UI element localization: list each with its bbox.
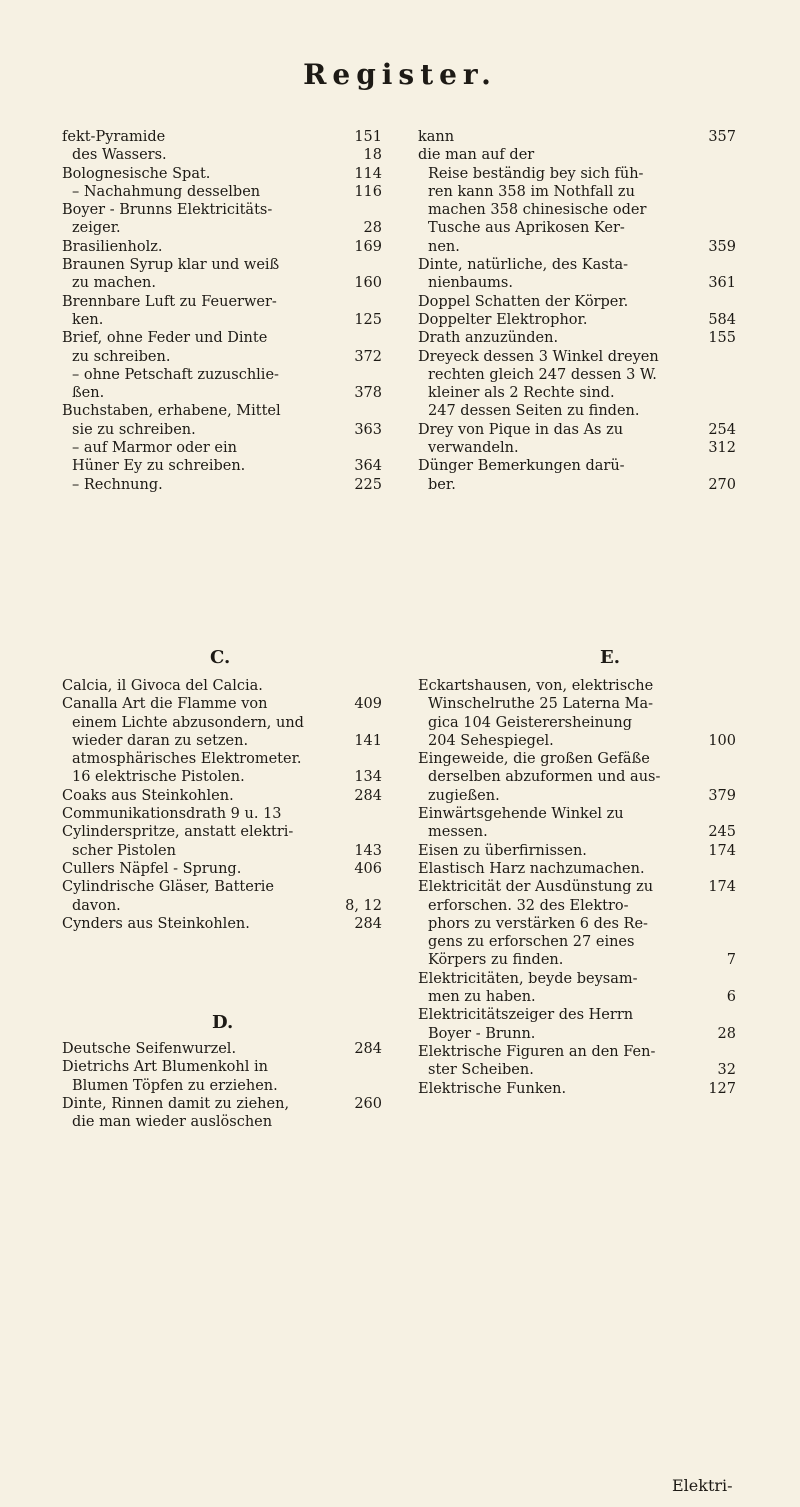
- index-entry: [418, 933, 736, 951]
- entry-text: Blumen Töpfen zu erziehen.: [72, 1077, 278, 1094]
- entry-text: Cylinderspritze, anstatt elektri-: [62, 824, 294, 841]
- entry-text: ster Scheiben.: [428, 1062, 534, 1079]
- entry-page: 312: [708, 440, 736, 457]
- index-entry: [418, 860, 736, 878]
- entry-text: Bolognesische Spat.: [62, 165, 211, 182]
- entry-page: 284: [354, 915, 382, 932]
- index-entry: [62, 329, 382, 347]
- entry-text: Drath anzuzünden.: [418, 330, 559, 347]
- entry-page: 116: [354, 183, 382, 200]
- entry-text: zu machen.: [72, 275, 156, 292]
- entry-text: Dreyeck dessen 3 Winkel dreyen: [418, 348, 659, 365]
- index-entry: [418, 750, 736, 768]
- entry-text: Brief, ohne Feder und Dinte: [62, 330, 268, 347]
- entry-page: 363: [354, 421, 382, 438]
- entry-text: Brennbare Luft zu Feuerwer-: [62, 293, 277, 310]
- index-entry: [418, 256, 736, 274]
- entry-text: phors zu verstärken 6 des Re-: [428, 915, 648, 932]
- entry-page: 379: [708, 787, 736, 804]
- column-b-right: [418, 128, 736, 494]
- index-entry: [418, 787, 736, 805]
- entry-text: Hüner Ey zu schreiben.: [72, 458, 246, 475]
- entry-text: Eckartshausen, von, elektrische: [418, 678, 654, 694]
- entry-text: – Rechnung.: [72, 476, 163, 493]
- index-entry: [418, 915, 736, 933]
- entry-text: Winschelruthe 25 Laterna Ma-: [428, 696, 654, 713]
- entry-page: 84: [717, 311, 736, 328]
- entry-text: Tusche aus Aprikosen Ker-: [428, 220, 625, 237]
- entry-text: davon.: [72, 897, 121, 914]
- index-entry: [418, 476, 736, 494]
- entry-text: Canalla Art die Flamme von: [62, 696, 268, 713]
- index-entry: [418, 421, 736, 439]
- entry-text: Drey von Pique in das As zu: [418, 421, 624, 438]
- entry-text: erforschen. 32 des Elektro-: [428, 897, 629, 914]
- entry-page: 32: [717, 1062, 736, 1079]
- index-entry: [418, 768, 736, 786]
- index-entry: [418, 951, 736, 969]
- entry-text: Deutsche Seifenwurzel.: [62, 1041, 237, 1057]
- entry-text: Calcia, il Givoca del Calcia.: [62, 678, 263, 694]
- entry-text: Elektrische Funken.: [418, 1080, 567, 1097]
- entry-text: fekt-Pyramide: [62, 129, 166, 145]
- index-entry: [62, 750, 382, 768]
- index-entry: [418, 1080, 736, 1098]
- entry-text: die man wieder auslöschen: [72, 1114, 273, 1131]
- index-entry: [62, 384, 382, 402]
- entry-text: rechten gleich 247 dessen 3 W.: [428, 366, 657, 383]
- entry-text: 247 dessen Seiten zu finden.: [428, 403, 640, 420]
- index-entry: [62, 439, 382, 457]
- index-entry: [418, 329, 736, 347]
- entry-text: die man auf der: [418, 147, 535, 164]
- index-entry: [418, 878, 736, 896]
- entry-text: – Nachahmung desselben: [72, 183, 261, 200]
- index-entry: [62, 183, 382, 201]
- index-entry: [62, 165, 382, 183]
- entry-page: 7: [726, 952, 736, 969]
- entry-page: 409: [354, 696, 382, 713]
- index-entry: [62, 677, 382, 695]
- index-entry: [418, 897, 736, 915]
- entry-text: kann: [418, 129, 455, 145]
- entry-text: scher Pistolen: [72, 842, 176, 859]
- entry-text: Doppelter Elektrophor.: [418, 311, 588, 328]
- index-entry: [62, 842, 382, 860]
- index-entry: [62, 860, 382, 878]
- entry-page: 134: [354, 769, 382, 786]
- entry-text: Dinte, Rinnen damit zu ziehen,: [62, 1095, 290, 1112]
- index-entry: [62, 732, 382, 750]
- entry-text: ßen.: [72, 385, 105, 402]
- entry-page: 125: [354, 311, 382, 328]
- entry-text: Boyer - Brunns Elektricitäts-: [62, 202, 273, 219]
- entry-text: ken.: [72, 311, 104, 328]
- index-entry: [418, 402, 736, 420]
- index-entry: [418, 165, 736, 183]
- index-entry: [62, 348, 382, 366]
- index-entry: [62, 311, 382, 329]
- entry-text: Elektricitätszeiger des Herrn: [418, 1007, 634, 1024]
- entry-text: Elektricität der Ausdünstung zu: [418, 879, 654, 896]
- entry-text: kleiner als 2 Rechte sind.: [428, 385, 615, 402]
- page-title: Register.: [303, 58, 497, 91]
- entry-text: 204 Sehespiegel.: [428, 732, 554, 749]
- index-entry: [62, 201, 382, 219]
- index-entry: [62, 128, 382, 146]
- index-entry: [418, 732, 736, 750]
- entry-text: men zu haben.: [428, 989, 536, 1006]
- entry-text: Elastisch Harz nachzumachen.: [418, 860, 645, 877]
- index-entry: [418, 274, 736, 292]
- entry-text: des Wassers.: [72, 147, 167, 164]
- index-entry: [62, 897, 382, 915]
- index-entry: [418, 970, 736, 988]
- entry-page: 6: [726, 989, 736, 1006]
- index-entry: [62, 714, 382, 732]
- index-entry: [62, 457, 382, 475]
- entry-text: zu schreiben.: [72, 348, 171, 365]
- index-entry: [418, 714, 736, 732]
- entry-text: messen.: [428, 824, 488, 841]
- index-entry: [418, 457, 736, 475]
- entry-text: zugießen.: [428, 787, 500, 804]
- entry-page: 28: [363, 220, 382, 237]
- index-entry: [62, 421, 382, 439]
- section-e-heading: E.: [600, 647, 620, 668]
- index-entry: [62, 1113, 382, 1131]
- entry-text: Dünger Bemerkungen darü-: [418, 458, 625, 475]
- column-b-left: [62, 128, 382, 494]
- index-entry: [418, 146, 736, 164]
- entry-text: derselben abzuformen und aus-: [428, 769, 661, 786]
- entry-page: 378: [354, 385, 382, 402]
- index-entry: [62, 293, 382, 311]
- index-entry: [418, 988, 736, 1006]
- index-entry: [62, 878, 382, 896]
- entry-page: 270: [708, 476, 736, 493]
- entry-page: 5: [708, 311, 718, 328]
- entry-text: Braunen Syrup klar und weiß: [62, 257, 280, 274]
- index-entry: [62, 695, 382, 713]
- entry-page: 169: [354, 238, 382, 255]
- index-entry: [62, 366, 382, 384]
- entry-text: gica 104 Geisterersheinung: [428, 714, 632, 731]
- entry-text: ren kann 358 im Nothfall zu: [428, 183, 635, 200]
- entry-text: Dinte, natürliche, des Kasta-: [418, 257, 629, 274]
- entry-text: Cynders aus Steinkohlen.: [62, 915, 250, 932]
- entry-page: 160: [354, 275, 382, 292]
- entry-page: 372: [354, 348, 382, 365]
- index-entry: [418, 805, 736, 823]
- entry-page: 361: [708, 275, 736, 292]
- column-c-left: [62, 677, 382, 933]
- entry-text: sie zu schreiben.: [72, 421, 196, 438]
- entry-page: 143: [354, 842, 382, 859]
- index-entry: [418, 311, 736, 329]
- entry-text: Eingeweide, die großen Gefäße: [418, 751, 650, 768]
- entry-text: Körpers zu finden.: [428, 952, 564, 969]
- entry-page: 364: [354, 458, 382, 475]
- index-entry: [418, 238, 736, 256]
- entry-page: 8, 12: [345, 897, 382, 914]
- entry-text: Cullers Näpfel - Sprung.: [62, 860, 242, 877]
- entry-text: Einwärtsgehende Winkel zu: [418, 806, 624, 823]
- entry-text: Buchstaben, erhabene, Mittel: [62, 403, 281, 420]
- entry-page: 260: [354, 1095, 382, 1112]
- entry-text: ber.: [428, 476, 456, 493]
- entry-text: – auf Marmor oder ein: [72, 440, 237, 457]
- entry-text: atmosphärisches Elektrometer.: [72, 751, 302, 768]
- entry-text: Eisen zu überfirnissen.: [418, 842, 587, 859]
- entry-page: 174: [708, 879, 736, 896]
- entry-page: 18: [363, 147, 382, 164]
- entry-text: verwandeln.: [428, 440, 519, 457]
- index-entry: [62, 1095, 382, 1113]
- entry-text: Cylindrische Gläser, Batterie: [62, 879, 274, 896]
- entry-text: Doppel Schatten der Körper.: [418, 293, 629, 310]
- index-entry: [62, 1058, 382, 1076]
- entry-text: 16 elektrische Pistolen.: [72, 769, 245, 786]
- index-entry: [418, 695, 736, 713]
- entry-text: machen 358 chinesische oder: [428, 202, 647, 219]
- index-entry: [418, 293, 736, 311]
- entry-text: gens zu erforschen 27 eines: [428, 934, 635, 951]
- index-entry: [62, 805, 382, 823]
- entry-page: 406: [354, 860, 382, 877]
- entry-text: nienbaums.: [428, 275, 513, 292]
- entry-text: einem Lichte abzusondern, und: [72, 714, 304, 731]
- index-entry: [418, 823, 736, 841]
- index-entry: [62, 256, 382, 274]
- entry-text: Brasilienholz.: [62, 238, 163, 255]
- index-entry: [418, 1043, 736, 1061]
- entry-page: 359: [708, 238, 736, 255]
- index-entry: [418, 384, 736, 402]
- column-d-left: [62, 1040, 382, 1131]
- index-entry: [62, 238, 382, 256]
- entry-page: 100: [708, 732, 736, 749]
- index-entry: [62, 1077, 382, 1095]
- entry-page: 225: [354, 476, 382, 493]
- index-entry: [62, 1040, 382, 1058]
- index-entry: [418, 677, 736, 695]
- index-entry: [62, 476, 382, 494]
- index-entry: [62, 768, 382, 786]
- index-entry: [62, 146, 382, 164]
- entry-page: 28: [717, 1025, 736, 1042]
- entry-text: Communikationsdrath 9 u. 13: [62, 806, 282, 823]
- catchword: Elektri-: [672, 1476, 733, 1495]
- column-e-right: [418, 677, 736, 1098]
- index-entry: [62, 274, 382, 292]
- index-entry: [62, 915, 382, 933]
- index-entry: [418, 1006, 736, 1024]
- index-entry: [418, 366, 736, 384]
- index-entry: [62, 402, 382, 420]
- entry-text: – ohne Petschaft zuzuschlie-: [72, 366, 279, 383]
- index-entry: [62, 787, 382, 805]
- entry-text: wieder daran zu setzen.: [72, 732, 249, 749]
- index-entry: [418, 1025, 736, 1043]
- index-entry: [418, 842, 736, 860]
- index-entry: [62, 823, 382, 841]
- section-d-heading: D.: [212, 1012, 234, 1033]
- entry-text: Boyer - Brunn.: [428, 1025, 536, 1042]
- entry-text: Dietrichs Art Blumenkohl in: [62, 1059, 268, 1076]
- index-entry: [418, 128, 736, 146]
- section-c-heading: C.: [210, 647, 231, 668]
- entry-page: 155: [708, 330, 736, 347]
- entry-text: nen.: [428, 238, 460, 255]
- entry-page: 127: [708, 1080, 736, 1097]
- index-entry: [418, 348, 736, 366]
- index-entry: [418, 201, 736, 219]
- entry-text: Elektricitäten, beyde beysam-: [418, 970, 638, 987]
- entry-page: 284: [354, 1041, 382, 1057]
- index-entry: [62, 219, 382, 237]
- entry-page: 174: [708, 842, 736, 859]
- entry-page: 141: [354, 732, 382, 749]
- index-entry: [418, 219, 736, 237]
- entry-page: 151: [354, 129, 382, 145]
- entry-text: zeiger.: [72, 220, 121, 237]
- index-entry: [418, 183, 736, 201]
- entry-page: 284: [354, 787, 382, 804]
- entry-page: 254: [708, 421, 736, 438]
- entry-text: Reise beständig bey sich füh-: [428, 165, 644, 182]
- entry-page: 245: [708, 824, 736, 841]
- entry-page: 357: [708, 129, 736, 145]
- index-entry: [418, 1061, 736, 1079]
- entry-page: 114: [354, 165, 382, 182]
- entry-text: Elektrische Figuren an den Fen-: [418, 1043, 656, 1060]
- entry-text: Coaks aus Steinkohlen.: [62, 787, 234, 804]
- index-entry: [418, 439, 736, 457]
